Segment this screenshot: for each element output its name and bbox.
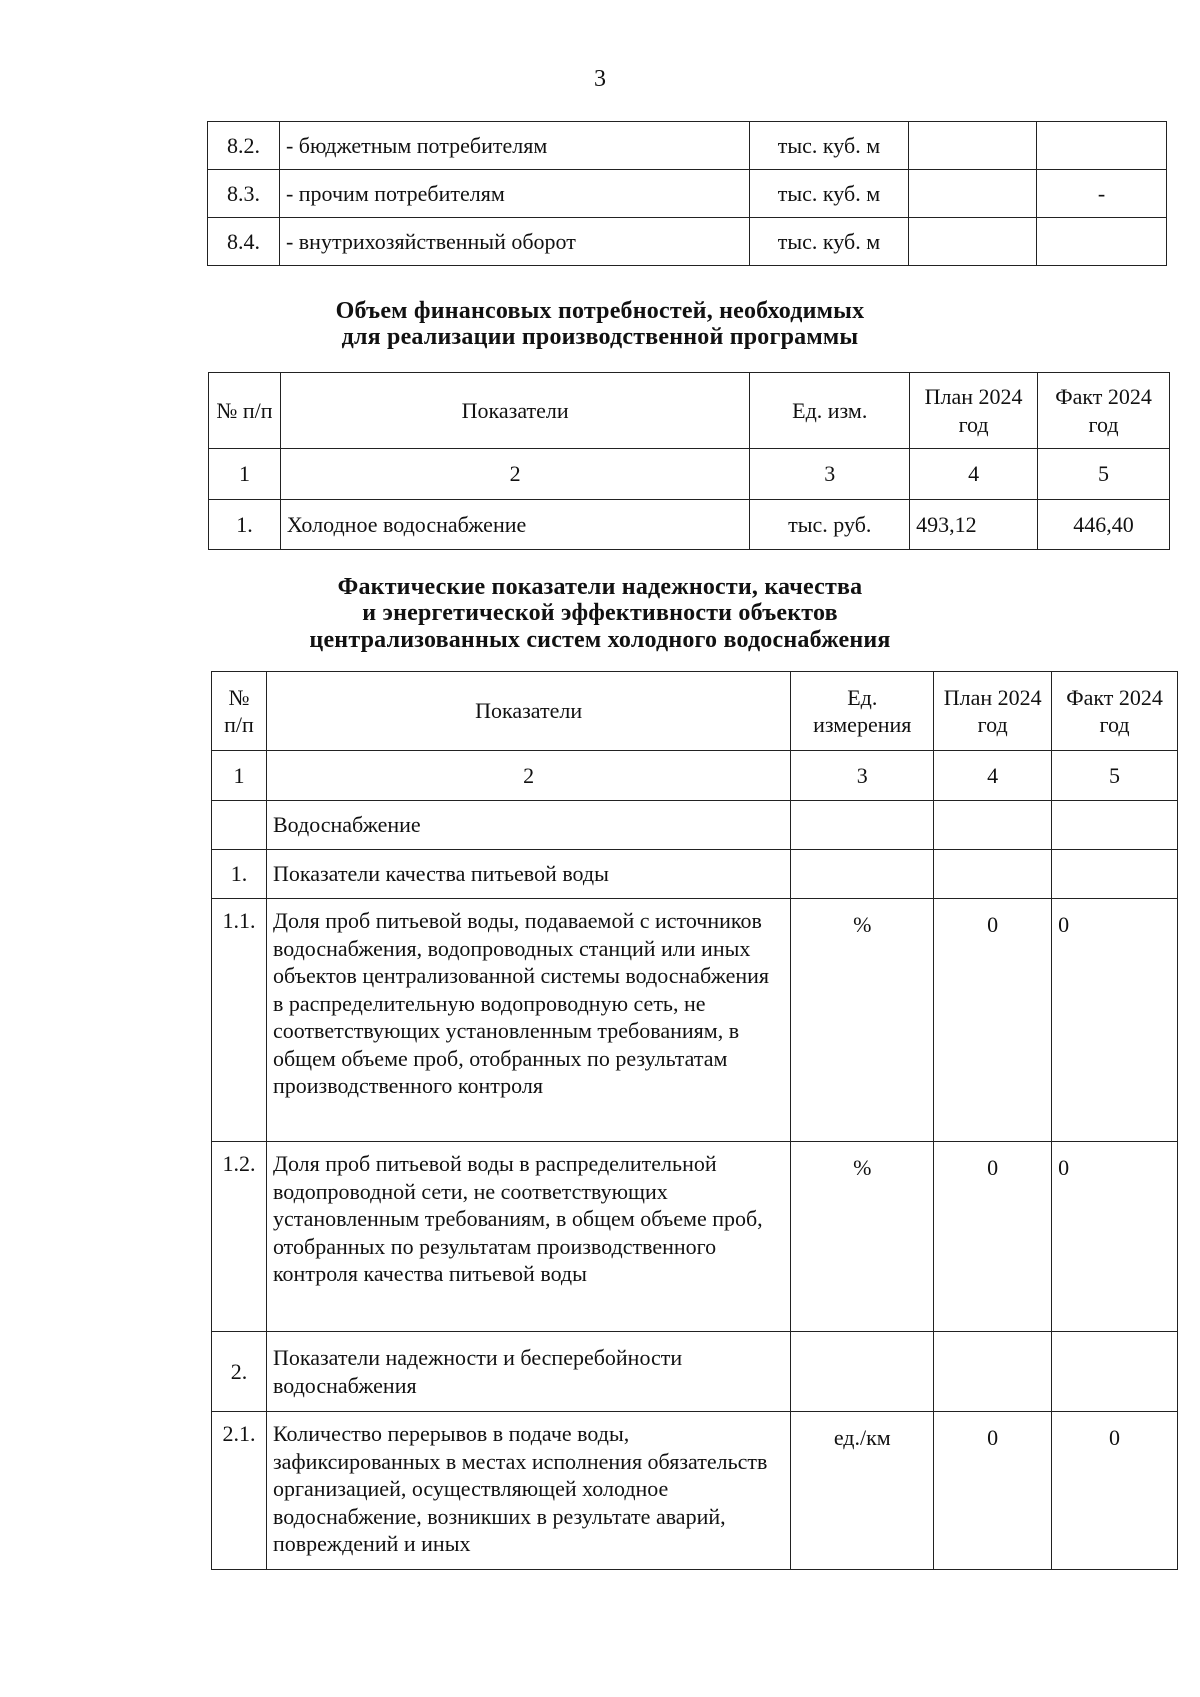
col-number: 3 xyxy=(750,449,910,500)
unit xyxy=(791,850,934,899)
table-header-row xyxy=(209,373,1170,449)
row-number: 1. xyxy=(209,500,281,550)
plan-value: 493,12 xyxy=(910,500,1038,550)
plan-value xyxy=(934,1332,1052,1412)
consumption-table xyxy=(207,121,1167,266)
section-title-reliability xyxy=(0,574,1200,653)
title-line: централизованных систем холодного водоснабжения xyxy=(309,626,891,653)
table-row xyxy=(208,122,1167,170)
table-row xyxy=(208,170,1167,218)
table-row xyxy=(208,218,1167,266)
col-number: 5 xyxy=(1038,449,1170,500)
indicator-name: Количество перерывов в подаче воды, зафиксированных в местах исполнения обязательств организацией, осуществляющей холодное водоснабжение, возникших в результате аварий, повреждений и иных xyxy=(266,1412,790,1570)
indicator-name: Водоснабжение xyxy=(266,801,790,850)
unit: ед./км xyxy=(791,1412,934,1570)
plan-value: 0 xyxy=(934,1142,1052,1332)
column-number-row xyxy=(212,751,1178,801)
unit: % xyxy=(791,899,934,1142)
plan-value xyxy=(909,170,1037,218)
row-number: 8.3. xyxy=(208,170,280,218)
plan-value: 0 xyxy=(934,899,1052,1142)
table-row xyxy=(212,850,1178,899)
page-number: 3 xyxy=(594,66,606,92)
row-number xyxy=(212,801,267,850)
unit: тыс. куб. м xyxy=(749,122,909,170)
fact-value: 0 xyxy=(1052,899,1178,1142)
row-number: 1.2. xyxy=(212,1142,267,1332)
indicator-name: - внутрихозяйственный оборот xyxy=(279,218,749,266)
fact-value: - xyxy=(1037,170,1167,218)
indicator-name: Доля проб питьевой воды в распределительной водопроводной сети, не соответствующих установленным требованиям, в общем объеме проб, отобранных по результатам производственного контроля качества питьевой воды xyxy=(266,1142,790,1332)
indicator-name: Показатели качества питьевой воды xyxy=(266,850,790,899)
col-number: 4 xyxy=(934,751,1052,801)
title-line: Объем финансовых потребностей, необходимых xyxy=(335,298,865,324)
fact-value xyxy=(1052,850,1178,899)
financial-needs-table xyxy=(208,372,1170,550)
plan-value xyxy=(934,801,1052,850)
row-number: 1.1. xyxy=(212,899,267,1142)
table-row xyxy=(209,500,1170,550)
fact-value xyxy=(1037,122,1167,170)
unit: тыс. куб. м xyxy=(749,218,909,266)
table-row xyxy=(212,1142,1178,1332)
header-plan: План 2024 год xyxy=(934,672,1052,751)
fact-value xyxy=(1037,218,1167,266)
title-line: Фактические показатели надежности, качества xyxy=(337,574,863,600)
indicator-name: - прочим потребителям xyxy=(279,170,749,218)
col-number: 1 xyxy=(212,751,267,801)
header-unit: Ед. изм. xyxy=(750,373,910,449)
table-header-row xyxy=(212,672,1178,751)
fact-value: 0 xyxy=(1052,1412,1178,1570)
indicator-name: - бюджетным потребителям xyxy=(279,122,749,170)
plan-value xyxy=(909,218,1037,266)
column-number-row xyxy=(209,449,1170,500)
reliability-indicators-table xyxy=(211,671,1178,1570)
header-num: № п/п xyxy=(209,373,281,449)
col-number: 3 xyxy=(791,751,934,801)
table-row xyxy=(212,801,1178,850)
unit xyxy=(791,1332,934,1412)
indicator-name: Доля проб питьевой воды, подаваемой с источников водоснабжения, водопроводных станций или иных объектов централизованной системы водоснабжения в распределительную водопроводную сеть, не соответствующих установленным требованиям, в общем объеме проб, отобранных по результатам производственного контроля xyxy=(266,899,790,1142)
fact-value: 0 xyxy=(1052,1142,1178,1332)
plan-value xyxy=(909,122,1037,170)
header-num: № п/п xyxy=(212,672,267,751)
table-row xyxy=(212,1412,1178,1570)
row-number: 8.4. xyxy=(208,218,280,266)
unit: тыс. куб. м xyxy=(749,170,909,218)
table-row xyxy=(212,1332,1178,1412)
row-number: 2. xyxy=(212,1332,267,1412)
header-fact: Факт 2024 год xyxy=(1052,672,1178,751)
col-number: 1 xyxy=(209,449,281,500)
unit: % xyxy=(791,1142,934,1332)
fact-value xyxy=(1052,801,1178,850)
row-number: 2.1. xyxy=(212,1412,267,1570)
indicator-name: Показатели надежности и бесперебойности водоснабжения xyxy=(266,1332,790,1412)
col-number: 2 xyxy=(266,751,790,801)
col-number: 2 xyxy=(280,449,749,500)
unit: тыс. руб. xyxy=(750,500,910,550)
row-number: 1. xyxy=(212,850,267,899)
plan-value: 0 xyxy=(934,1412,1052,1570)
unit xyxy=(791,801,934,850)
row-number: 8.2. xyxy=(208,122,280,170)
col-number: 5 xyxy=(1052,751,1178,801)
plan-value xyxy=(934,850,1052,899)
section-title-financial xyxy=(0,298,1200,351)
indicator-name: Холодное водоснабжение xyxy=(280,500,749,550)
header-name: Показатели xyxy=(280,373,749,449)
col-number: 4 xyxy=(910,449,1038,500)
fact-value xyxy=(1052,1332,1178,1412)
table-row xyxy=(212,899,1178,1142)
header-unit: Ед. измерения xyxy=(791,672,934,751)
title-line: и энергетической эффективности объектов xyxy=(362,600,838,627)
header-fact: Факт 2024 год xyxy=(1038,373,1170,449)
title-line: для реализации производственной программы xyxy=(341,324,859,351)
header-plan: План 2024 год xyxy=(910,373,1038,449)
fact-value: 446,40 xyxy=(1038,500,1170,550)
header-name: Показатели xyxy=(266,672,790,751)
